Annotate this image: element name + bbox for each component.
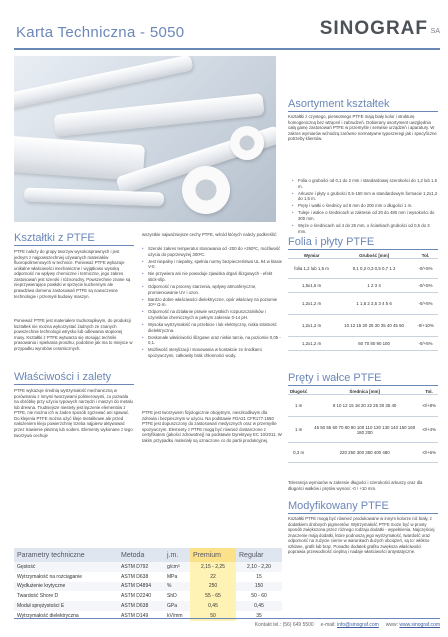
- tube-shape: [182, 166, 230, 214]
- list-item: • Odporność na działanie prawie wszystkich rozpuszczalników i czynników chemicznych w pełnym zakresie 0-14 pH.: [142, 309, 282, 320]
- list-item: • Folia o grubości od 0,1 do 2 mm i standardowej szerokości do 1,2 lub 1,5 m.: [292, 178, 438, 189]
- list-item: • Odporność na procesy starzenia, wpływy atmosferyczne, promieniowanie UV i ozon.: [142, 284, 282, 295]
- ptfe-shapes-text-2: Ponieważ PTFE jest materiałem trudnotopliwym, do produkcji kształtek nie można wykorzystać żadnych ze znanych powszechnie technologii wtrysku lub odlewania stopionej masy. Kształtki z PTFE wytwarza się stosując techniki prasowania i spiekania proszku, podobnie jak ma to miejsce w przypadku wyrobów ceramicznych.: [14, 318, 133, 351]
- rod-shape: [14, 56, 194, 110]
- table-row: Wytrzymałość dielektryczna ASTM D149 kV/mm 50 35: [17, 612, 262, 619]
- web-label: www:: [385, 622, 399, 628]
- contact-phone: Kontakt tel.: (56) 649 5500: [254, 622, 314, 628]
- rods-title: Pręty i wałce PTFE: [288, 372, 438, 386]
- list-item: • Arkusze i płyty o grubości 0,5-150 mm w standardowym formacie 1,2x1,2 do 1,5 m.: [292, 191, 438, 202]
- table-row: 1 m 8 10 12 15 18 20 22 25 30 35 40 -0/+8%: [288, 395, 438, 417]
- column-header: Wymiar: [288, 253, 335, 259]
- properties-list: [142, 246, 282, 360]
- modified-text: Kształtki PTFE mogą być również produkowane w innym kolorze niż biały, z dodatkiem drobnych pigmentów. Wytrzymałość PTFE może być w prosty sposób zwiększona przez różnego rodzaju dodatki - wypełnienia. Najczęściej znaczenie mają dodatki, które podnoszą jego wytrzymałość, twardość oraz odporność na zużycie cierne w warunkach dużych obciążeń, są to: włókno szklane, grafit lub brąz. Ponadto dodatek grafitu zwiększa właściwości poprawia przewodność cieplną i nadaje właściwości antystatyczne.: [288, 516, 435, 555]
- foil-title: Folia i płyty PTFE: [288, 236, 438, 250]
- column-header: Parametry techniczne: [14, 548, 118, 562]
- table-row: 1,2x1,2 m 10 12 15 20 25 30 35 40 45 50 -0/+10%: [288, 315, 438, 337]
- modified-title: Modyfikowany PTFE: [288, 500, 438, 514]
- table-row: Moduł sprężystości E ASTM D638 GPa 0,45 0,45: [14, 601, 282, 611]
- column-header: Długość: [290, 389, 308, 394]
- list-item: • Doskonałe właściwości ślizgowe oraz niskie tarcie, na poziomie 0,05 - 0,1.: [142, 335, 282, 346]
- table-row: 1,2x1,2 m 1 1,5 2 2,5 3 4 5 6 -0/+5%: [288, 293, 438, 315]
- list-item: • Nie przywiera ani nie powoduje zjawiska drgań ślizgowych - efekt stick-slip.: [142, 271, 282, 282]
- ptfe-shapes-title: Kształtki z PTFE: [14, 232, 134, 246]
- company-logo: SINOGRAF: [319, 18, 428, 39]
- email-label: e-mail:: [320, 622, 336, 628]
- company-logo-suffix: SA: [430, 28, 440, 35]
- assortment-intro: Kształtki z czystego, pierwotnego PTFE mają biały kolor i strukturę homogeniczną bez wtrąceń i zabrudzeń. Dobierany asortyment uwzględnia całą gamę zastosowań PTFE w przemyśle i serwisie urządzeń i aparatury. W zakres wymiarów wchodzą zarówno normatywne typoszeregi jak i specyficzne potrzeby klientów.: [288, 114, 437, 142]
- list-item: • Bardzo dobre właściwości dielektryczne, opór właściwy na poziomie 10¹⁸ Ω·m.: [142, 297, 282, 308]
- properties-continuation: wszystkie najważniejsze cechy PTFE, wśród których należy podkreślić:: [142, 232, 278, 237]
- tolerance-note: Tolerancja wymiarów w zakresie długości i szerokości arkuszy oraz dla długości wałków i prętów wynosi: -0 / +10 mm.: [288, 480, 423, 491]
- product-photo: [14, 56, 276, 222]
- list-item: • Pręty i wałki o średnicy od 8 mm do 200 mm o długości 1 m.: [292, 203, 438, 209]
- column-header: j.m.: [164, 548, 190, 562]
- table-row: Twardość Shore D ASTM D2240 ShD 55 - 65 50 - 60: [17, 593, 267, 600]
- table-row: Wytrzymałość na rozciąganie ASTM D638 MPa 22 15: [17, 573, 262, 580]
- email-link[interactable]: info@sinograf.com: [337, 622, 379, 628]
- table-row: Gęstość ASTM D792 g/cm³ 2,15 - 2,25 2,10 - 2,20: [14, 562, 282, 572]
- list-item: • Węże o średnicach od 4 do 25 mm, o ściankach grubości od 0,5 do 3 mm.: [292, 223, 438, 234]
- column-header: Premium: [190, 548, 236, 562]
- tube-shape: [230, 126, 264, 160]
- table-row: folia 1,2 lub 1,5 m 0,1 0,2 0,3 0,5 0,7 1 2 -0/+5%: [288, 259, 438, 279]
- column-header: Metoda: [118, 548, 164, 562]
- table-row: 1,2x1,2 m 60 70 80 90 100 -0/+5%: [288, 337, 438, 351]
- list-item: • Jest niepalny i niepalny, spełnia normy bezpieczeństwa UL 94 w klasie V-0.: [142, 259, 282, 270]
- properties-title: Właściwości i zalety: [14, 371, 134, 385]
- column-header: Grubość [mm]: [335, 253, 413, 259]
- assortment-list: [292, 178, 438, 236]
- list-item: • Możliwość sterylizacji i stosowania w kontakcie ze środkami spożywczymi, całkowity brak chłonności wody.: [142, 347, 282, 358]
- list-item: • Tuleje i wałce o średnicach w zakresie od 20 do 480 mm i wysokości do 300 mm.: [292, 210, 438, 221]
- page-header: [14, 10, 440, 50]
- spec-table: [14, 548, 282, 621]
- column-header: Średnica [mm]: [309, 389, 420, 395]
- rod-shape: [53, 93, 264, 137]
- table-row: Wydłużenie krytyczne ASTM D4894 % 250 150: [14, 582, 282, 592]
- rods-table: [288, 389, 438, 463]
- properties-text: PTFE wykazuje średnią wytrzymałość mechaniczną w porównaniu z innymi tworzywami polimerowymi, co pozwala na obróbkę przy użyciu typowych narzędzi i maszyn do metalu lub drewna. Trudniejsze niestety jest łączenie elementów z PTFE, nie można ich w żaden sposób zgrzewać ani spawać. Do klejenia PTFE można użyć kleje metalikowe ale przed nałożeniem kleju powierzchnię trzeba najpierw aktywować przez trawienie płazmą lub sodem. Elementy wykonane z tego tworzywa cechuje: [14, 388, 133, 438]
- assortment-title: Asortyment kształtek: [288, 98, 438, 112]
- table-row: 1,5x1,5 m 1 2 3 4 -0/+5%: [288, 279, 438, 293]
- website-link[interactable]: www.sinograf.com: [399, 622, 440, 628]
- list-item: • Wysoka wytrzymałość na przebicie i luk elektryczny, niska stratność dielektryczna.: [142, 322, 282, 333]
- ptfe-shapes-text: PTFE należy do grupy tworzyw wysokosprawnych i jest jednym z najpowszechniej używanych materiałów fluoropolimerowych w technice. Ponieważ PTFE wykazuje unikalne właściwości mechaniczne i wyjątkowo wysoką odporność na wpływy chemiczne i termiczne, jego zakres zastosowań jest szeroki i różnorodny. Powszechnie znane są nieprzywierające powłoki w sprzęcie kuchennym ale prawdziwa domena zastosowań PTFE są nowoczesne technologie i przemysł budowy maszyn.: [14, 249, 131, 299]
- list-item: • Szeroki zakres temperatur stosowania od -200 do +260ºC, możliwość użycia do poprzewyżej 300ºC.: [142, 246, 282, 257]
- page-footer: [14, 618, 440, 628]
- document-title: Karta Techniczna - 5050: [16, 24, 185, 41]
- physiology-text: PTFE jest tworzywem fizjologicznie obojętnym, nieszkodliwym dla zdrowia i bezpiecznym w użyciu. Na podstawie FDA21 CFR177.1550 PTFE jest dopuszczony do zastosowań medycznych oraz w przemyśle spożywczym. Elementy z PTFE mogą być również dostarczone z certyfikatem (jakości zdrowotnej) na podstawie Dyrektywy EC 10/2011. W takim przypadku materiały są oznaczone co do partii produkcyjnej.: [142, 410, 282, 443]
- table-row: 0,3 m 220 250 300 350 400 480 -0/+6%: [288, 443, 438, 463]
- rod-shape: [24, 188, 164, 207]
- column-header: Regular: [236, 548, 282, 562]
- table-row: 1 m 45 50 55 60 70 80 90 100 110 120 130 140 150 160 180 200 -0/+4%: [288, 417, 438, 443]
- foil-table: [288, 253, 438, 351]
- column-header: Tol.: [420, 389, 438, 395]
- column-header: Tol.: [413, 253, 438, 259]
